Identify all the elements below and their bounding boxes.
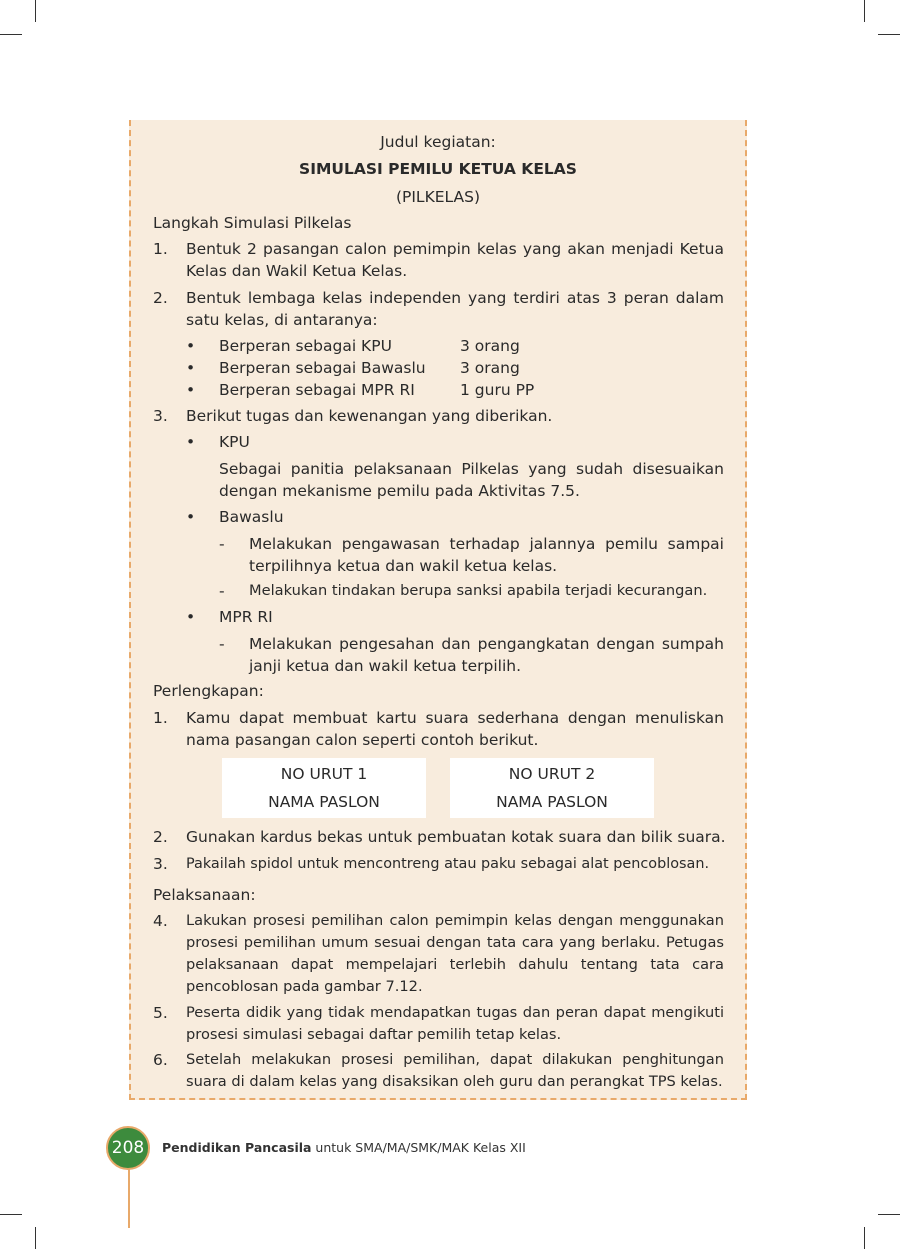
role-count: 3 orang [460,337,520,355]
equipment-text: Gunakan kardus bekas untuk pembuatan kotak suara dan bilik suara. [186,828,726,846]
equipment-text: Pakailah spidol untuk mencontreng atau paku sebagai alat pencoblosan. [186,856,710,872]
bullet: • [186,337,196,355]
role-count: 3 orang [460,359,520,377]
bullet: • [186,359,196,377]
step-number: 3. [153,407,168,425]
steps-heading: Langkah Simulasi Pilkelas [153,214,352,232]
dash: - [219,582,225,600]
role-label: Berperan sebagai MPR RI [219,381,415,399]
book-title-sub: untuk SMA/MA/SMK/MAK Kelas XII [311,1140,526,1155]
ballot-card [222,758,426,818]
crop-mark [878,34,900,35]
kpu-text: Sebagai panitia pelaksanaan Pilkelas yang sudah disesuaikan dengan mekanisme pemilu pada Aktivitas 7.5. [219,460,724,500]
crop-mark [35,1227,36,1249]
ballot-name: NAMA PASLON [496,793,608,811]
mpr-label: MPR RI [219,608,273,626]
ballot-name: NAMA PASLON [268,793,380,811]
kpu-label: KPU [219,433,250,451]
equipment-heading: Perlengkapan: [153,682,264,700]
book-title-main: Pendidikan Pancasila [162,1140,312,1155]
step-text: Berikut tugas dan kewenangan yang diberikan. [186,407,553,425]
bullet: • [186,608,196,626]
bawaslu-item: Melakukan tindakan berupa sanksi apabila terjadi kecurangan. [249,582,708,599]
page-number: 208 [106,1126,150,1170]
crop-mark [35,0,36,22]
step-number: 1. [153,240,168,258]
crop-mark [0,1214,22,1215]
role-count: 1 guru PP [460,381,535,399]
execution-number: 4. [153,912,168,930]
execution-heading: Pelaksanaan: [153,886,256,904]
equipment-number: 3. [153,855,168,873]
crop-mark [878,1214,900,1215]
crop-mark [0,34,22,35]
ballot-number: NO URUT 2 [508,765,596,783]
ballot-number: NO URUT 1 [280,765,368,783]
book-title [162,1139,526,1157]
step-text: Bentuk lembaga kelas independen yang terdiri atas 3 peran dalam satu kelas, di antaranya: [186,289,724,329]
mpr-item: Melakukan pengesahan dan pengangkatan dengan sumpah janji ketua dan wakil ketua terpilih. [249,635,724,675]
equipment-number: 2. [153,828,168,846]
bawaslu-item: Melakukan pengawasan terhadap jalannya pemilu sampai terpilihnya ketua dan wakil ketua kelas. [249,535,724,575]
bullet: • [186,381,196,399]
bullet: • [186,433,196,451]
execution-text: Setelah melakukan prosesi pemilihan, dapat dilakukan penghitungan suara di dalam kelas yang disaksikan oleh guru dan perangkat TPS kelas. [186,1051,724,1090]
crop-mark [864,1227,865,1249]
role-label: Berperan sebagai Bawaslu [219,359,426,377]
activity-kicker: Judul kegiatan: [380,133,496,151]
activity-title: SIMULASI PEMILU KETUA KELAS [299,160,577,178]
ballot-card [450,758,654,818]
execution-number: 6. [153,1051,168,1069]
equipment-text: Kamu dapat membuat kartu suara sederhana dengan menuliskan nama pasangan calon seperti contoh berikut. [186,709,724,749]
dash: - [219,535,225,553]
crop-mark [864,0,865,22]
execution-text: Lakukan prosesi pemilihan calon pemimpin kelas dengan menggunakan prosesi pemilihan umum sesuai dengan tata cara yang berlaku. Petugas pelaksanaan dapat mempelajari terlebih dahulu tentang tata cara pencoblosan pada gambar 7.12. [186,912,724,995]
bullet: • [186,508,196,526]
step-number: 2. [153,289,168,307]
bawaslu-label: Bawaslu [219,508,284,526]
activity-subtitle: (PILKELAS) [395,188,481,206]
role-label: Berperan sebagai KPU [219,337,392,355]
execution-number: 5. [153,1004,168,1022]
step-text: Bentuk 2 pasangan calon pemimpin kelas yang akan menjadi Ketua Kelas dan Wakil Ketua Kelas. [186,240,724,280]
equipment-number: 1. [153,709,168,727]
execution-text: Peserta didik yang tidak mendapatkan tugas dan peran dapat mengikuti prosesi simulasi sebagai daftar pemilih tetap kelas. [186,1004,724,1043]
dash: - [219,635,225,653]
